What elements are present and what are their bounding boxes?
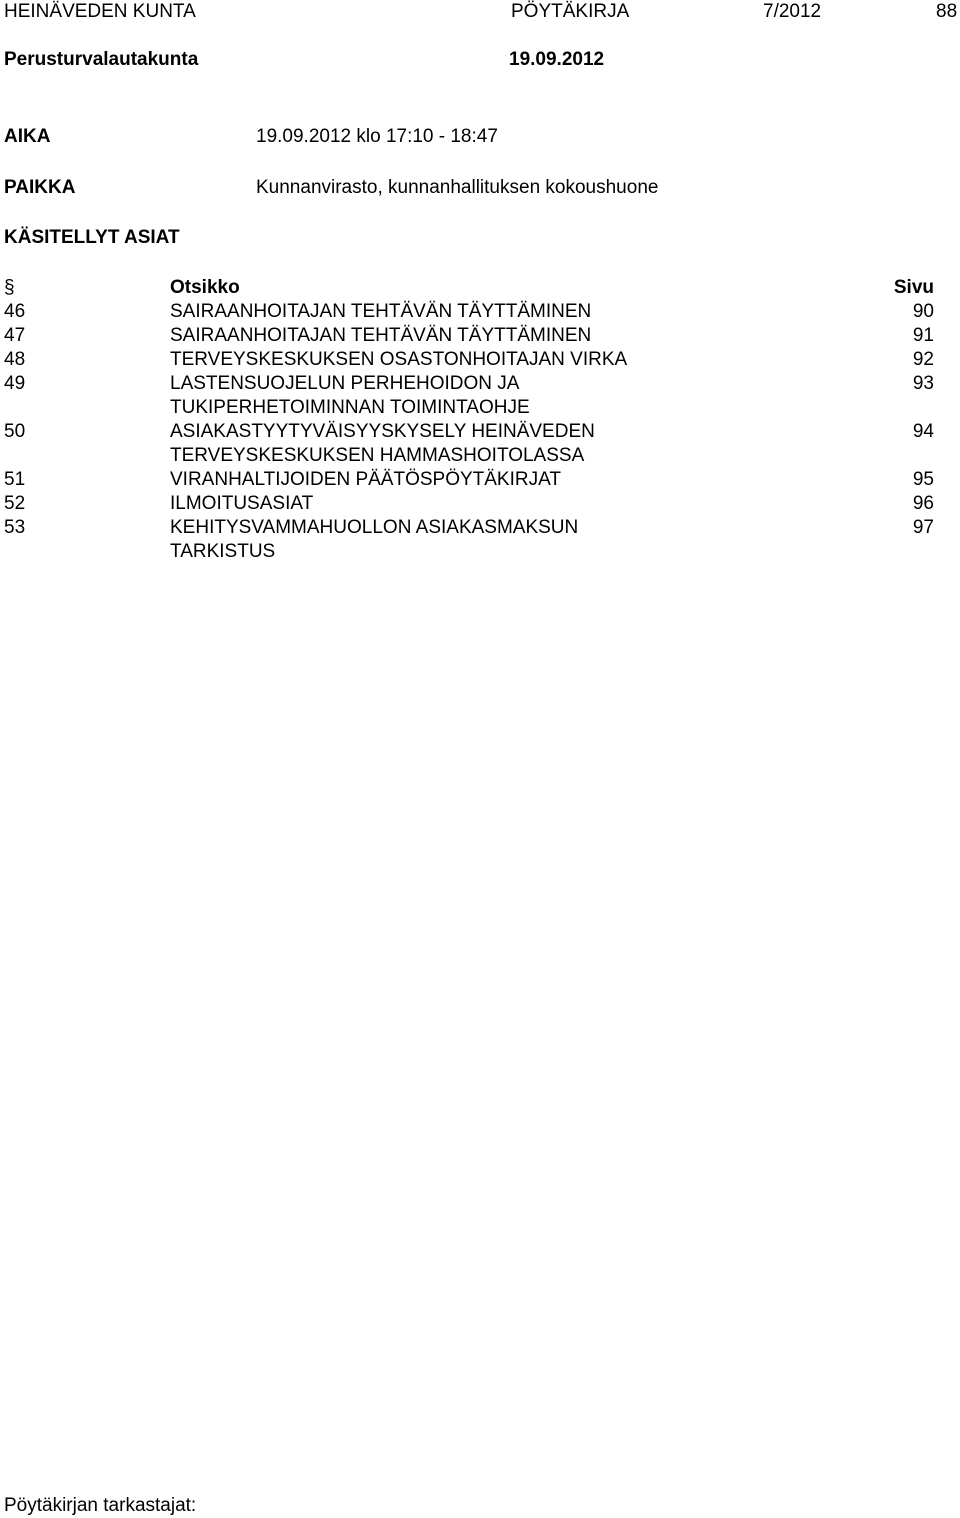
table-row (4, 348, 934, 372)
row-number: 52 (4, 493, 26, 514)
row-title: ILMOITUSASIAT (170, 493, 314, 514)
row-page: 91 (912, 325, 934, 346)
meeting-date: 19.09.2012 (509, 49, 605, 70)
row-title: SAIRAANHOITAJAN TEHTÄVÄN TÄYTTÄMINEN (170, 301, 592, 322)
minutes-examiners-label: Pöytäkirjan tarkastajat: (4, 1495, 197, 1516)
row-title: SAIRAANHOITAJAN TEHTÄVÄN TÄYTTÄMINEN (170, 325, 592, 346)
place-label: PAIKKA (4, 177, 76, 198)
document-type: PÖYTÄKIRJA (511, 1, 630, 22)
row-page: 90 (912, 301, 934, 322)
table-row (4, 420, 934, 468)
row-page: 96 (912, 493, 934, 514)
table-header-row (4, 276, 934, 300)
document-number: 7/2012 (763, 1, 822, 22)
row-number: 46 (4, 301, 26, 322)
row-number: 47 (4, 325, 26, 346)
row-title: TERVEYSKESKUKSEN OSASTONHOITAJAN VIRKA (170, 349, 628, 370)
place-value: Kunnanvirasto, kunnanhallituksen kokoushuone (256, 177, 659, 198)
row-number: 48 (4, 349, 26, 370)
table-row (4, 492, 934, 516)
column-header-title: Otsikko (170, 277, 240, 298)
row-title: VIRANHALTIJOIDEN PÄÄTÖSPÖYTÄKIRJAT (170, 469, 561, 490)
time-value: 19.09.2012 klo 17:10 - 18:47 (256, 126, 498, 147)
row-number: 51 (4, 469, 26, 490)
agenda-table (4, 276, 934, 564)
row-number: 53 (4, 517, 26, 538)
row-title: LASTENSUOJELUN PERHEHOIDON JA TUKIPERHETOIMINNAN TOIMINTAOHJE (170, 373, 530, 418)
table-row (4, 300, 934, 324)
row-page: 97 (912, 517, 934, 538)
table-row (4, 372, 934, 420)
row-page: 94 (912, 421, 934, 442)
table-row (4, 324, 934, 348)
column-header-page: Sivu (893, 277, 934, 298)
row-page: 92 (912, 349, 934, 370)
table-row (4, 468, 934, 492)
section-symbol-icon: § (4, 277, 15, 298)
row-title: KEHITYSVAMMAHUOLLON ASIAKASMAKSUN TARKISTUS (170, 517, 579, 562)
time-label: AIKA (4, 126, 51, 147)
municipality-name: HEINÄVEDEN KUNTA (4, 1, 196, 22)
section-title: KÄSITELLYT ASIAT (4, 227, 180, 248)
page-number: 88 (936, 1, 958, 22)
board-name: Perusturvalautakunta (4, 49, 199, 70)
row-title: ASIAKASTYYTYVÄISYYSKYSELY HEINÄVEDEN TERVEYSKESKUKSEN HAMMASHOITOLASSA (170, 421, 595, 466)
row-page: 93 (912, 373, 934, 394)
row-number: 50 (4, 421, 26, 442)
row-page: 95 (912, 469, 934, 490)
table-row (4, 516, 934, 564)
row-number: 49 (4, 373, 26, 394)
